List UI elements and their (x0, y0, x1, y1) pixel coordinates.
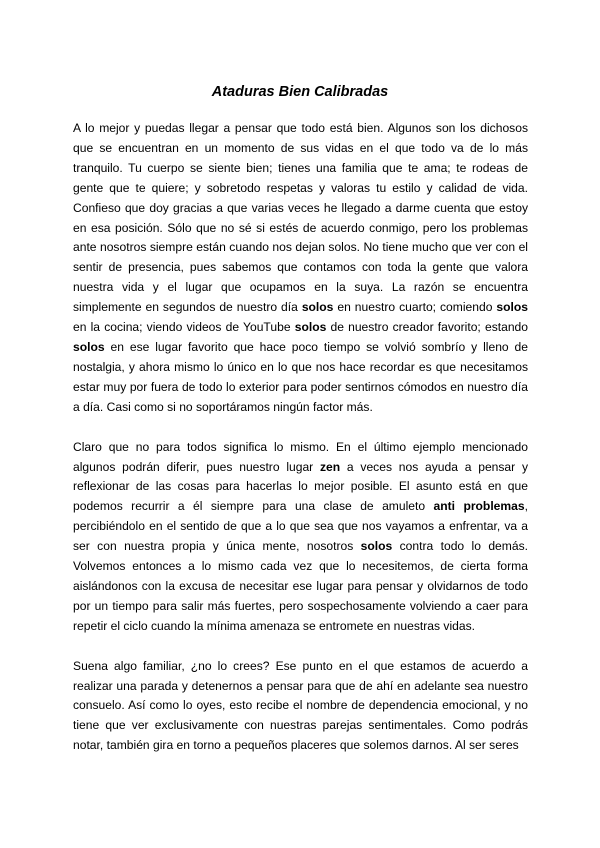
text-run: Claro que no para todos significa lo mismo. En el último ejemplo mencionado algunos podrán diferir, pues nuestro lugar (73, 439, 528, 474)
bold-text: zen (319, 459, 341, 474)
text-run: en ese lugar favorito que hace poco tiempo se volvió sombrío y lleno de nostalgia, y ahora mismo lo único en lo que nos hace recordar es que necesitamos estar muy por fuera de todo lo exterior para poder sentirnos cómodos en nuestro día a día. Casi como si no soportáramos ningún factor más. (73, 339, 528, 414)
text-run: en la cocina; viendo videos de YouTube (73, 320, 295, 335)
bold-text: anti problemas (433, 499, 525, 514)
document-title: Ataduras Bien Calibradas (211, 84, 389, 100)
bold-text: solos (360, 539, 393, 554)
paragraph-1 (73, 119, 528, 418)
text-run: , percibiéndolo en el sentido de que a lo que sea que nos vayamos a enfrentar, va a ser con nuestra propia y única mente, nosotros (73, 499, 528, 554)
text-run: A lo mejor y puedas llegar a pensar que todo está bien. Algunos son los dichosos que se encuentran en un momento de sus vidas en el que todo va de lo más tranquilo. Tu cuerpo se siente bien; tienes una familia que te ama; te rodeas de gente que te quiere; y sobretodo respetas y valoras tu estilo y calidad de vida. Confieso que doy gracias a que varias veces he llegado a darme cuenta que estoy en esa posición. Sólo que no sé si estés de acuerdo conmigo, pero los problemas ante nosotros siempre están cuando nos dejan solos. No tiene mucho que ver con el sentir de presencia, pues sabemos que contamos con toda la gente que valora nuestra vida y el lugar que ocupamos en la suya. La razón se encuentra simplemente en segundos de nuestro día (73, 121, 528, 315)
document-body (73, 119, 528, 776)
bold-text: solos (294, 320, 327, 335)
text-run: contra todo lo demás. Volvemos entonces a lo mismo cada vez que lo necesitemos, de cierta forma aislándonos con la excusa de necesitar ese lugar para pensar y olvidarnos de todo por un tiempo para salir más fuertes, pero sospechosamente volviendo a caer para repetir el ciclo cuando la mínima amenaza se entromete en nuestras vidas. (73, 539, 528, 633)
bold-text: solos (73, 339, 105, 354)
text-run: de nuestro creador favorito; estando (326, 320, 529, 335)
text-run: a veces nos ayuda a pensar y reflexionar de las cosas para hacerlas lo mejor posible. El asunto está en que podemos recurrir a él siempre para una clase de amuleto (73, 459, 528, 514)
text-run: Suena algo familiar, ¿no lo crees? Ese punto en el que estamos de acuerdo a realizar una parada y detenernos a pensar para que de ahí en adelante sea nuestro consuelo. Así como lo oyes, esto recibe el nombre de dependencia emocional, y no tiene que ver exclusivamente con nuestras parejas sentimentales. Como podrás notar, también gira en torno a pequeños placeres que solemos darnos. Al ser seres (73, 658, 528, 753)
bold-text: solos (496, 300, 528, 315)
bold-text: solos (301, 300, 334, 315)
text-run: en nuestro cuarto; comiendo (333, 300, 497, 315)
paragraph-3 (73, 657, 528, 757)
paragraph-2 (73, 438, 528, 637)
